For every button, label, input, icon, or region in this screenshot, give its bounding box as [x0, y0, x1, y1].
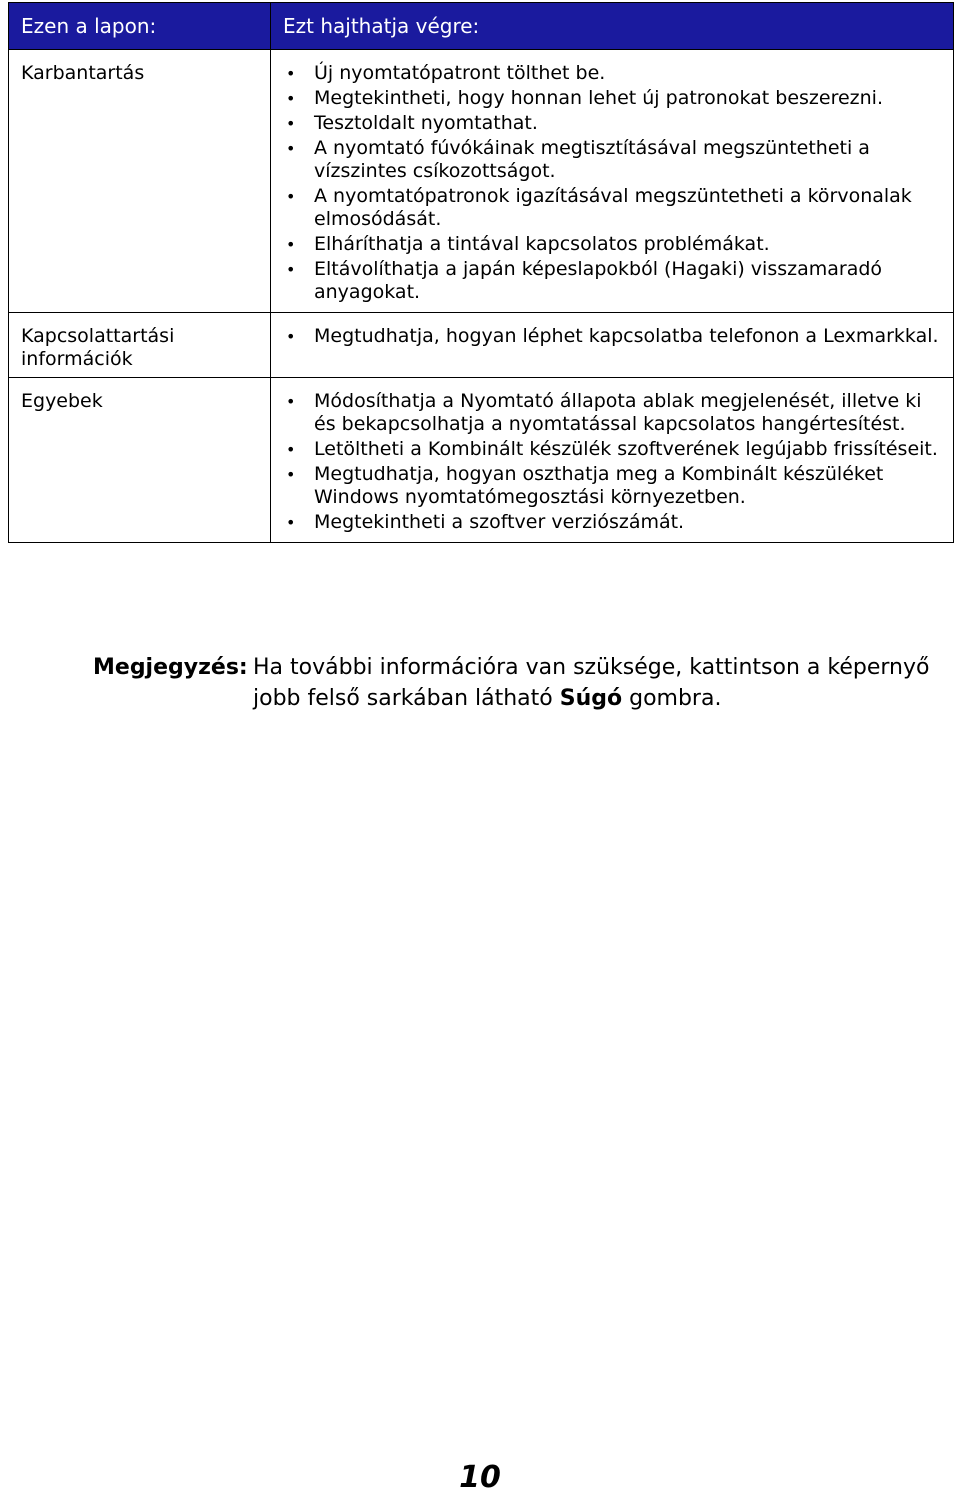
list-item [283, 258, 941, 304]
list-item [283, 112, 941, 135]
section-label-maintenance: Karbantartás [9, 50, 271, 313]
list-item-text: Megtudhatja, hogyan léphet kapcsolatba telefonon a Lexmarkkal. [314, 325, 939, 347]
list-item-text: Módosíthatja a Nyomtató állapota ablak megjelenését, illetve ki és bekapcsolhatja a nyomtatással kapcsolatos hangértesítést. [314, 390, 922, 435]
list-item [283, 137, 941, 183]
bullet-icon: • [286, 89, 296, 108]
help-button-reference: Súgó [559, 686, 623, 711]
bullet-icon: • [286, 64, 296, 83]
bullet-list [283, 62, 941, 304]
list-item [283, 511, 941, 534]
bullet-icon: • [286, 392, 296, 411]
list-item-text: Megtekintheti a szoftver verziószámát. [314, 511, 685, 533]
list-item [283, 325, 941, 348]
list-item-text: Letöltheti a Kombinált készülék szoftverének legújabb frissítéseit. [314, 438, 938, 460]
table-row [9, 313, 954, 378]
note-label: Megjegyzés: [93, 655, 248, 680]
section-items-other [271, 378, 954, 543]
list-item [283, 233, 941, 256]
section-label-contact: Kapcsolattartási információk [9, 313, 271, 378]
header-section-column: Ezen a lapon: [9, 3, 271, 50]
table-header-row [9, 3, 954, 50]
list-item-text: Új nyomtatópatront tölthet be. [314, 62, 606, 84]
list-item-text: Tesztoldalt nyomtathat. [314, 112, 538, 134]
bullet-icon: • [286, 235, 296, 254]
section-label-other: Egyebek [9, 378, 271, 543]
list-item-text: Elháríthatja a tintával kapcsolatos problémákat. [314, 233, 770, 255]
header-actions-column: Ezt hajthatja végre: [271, 3, 954, 50]
page-number: 10 [459, 1460, 501, 1495]
list-item [283, 438, 941, 461]
list-item [283, 87, 941, 110]
bullet-icon: • [286, 327, 296, 346]
list-item-text: A nyomtatópatronok igazításával megszüntetheti a körvonalak elmosódását. [314, 185, 912, 230]
bullet-list [283, 325, 941, 348]
bullet-icon: • [286, 440, 296, 459]
list-item-text: Megtekintheti, hogy honnan lehet új patronokat beszerezni. [314, 87, 883, 109]
bullet-list [283, 390, 941, 534]
list-item [283, 62, 941, 85]
bullet-icon: • [286, 465, 296, 484]
bullet-icon: • [286, 139, 296, 158]
list-item [283, 463, 941, 509]
section-items-maintenance [271, 50, 954, 313]
features-table [8, 2, 954, 543]
bullet-icon: • [286, 260, 296, 279]
bullet-icon: • [286, 187, 296, 206]
note-text-after: gombra. [622, 686, 722, 711]
list-item-text: Eltávolíthatja a japán képeslapokból (Hagaki) visszamaradó anyagokat. [314, 258, 883, 303]
bullet-icon: • [286, 114, 296, 133]
note-text-before: Ha további információra van szüksége, kattintson a képernyő jobb felső sarkában látható [253, 655, 930, 711]
note-block [93, 652, 953, 714]
bullet-icon: • [286, 513, 296, 532]
table-row [9, 378, 954, 543]
list-item [283, 185, 941, 231]
list-item [283, 390, 941, 436]
section-items-contact [271, 313, 954, 378]
table-row [9, 50, 954, 313]
note-text [253, 652, 951, 714]
list-item-text: Megtudhatja, hogyan oszthatja meg a Kombinált készüléket Windows nyomtatómegosztási környezetben. [314, 463, 884, 508]
list-item-text: A nyomtató fúvókáinak megtisztításával megszüntetheti a vízszintes csíkozottságot. [314, 137, 870, 182]
